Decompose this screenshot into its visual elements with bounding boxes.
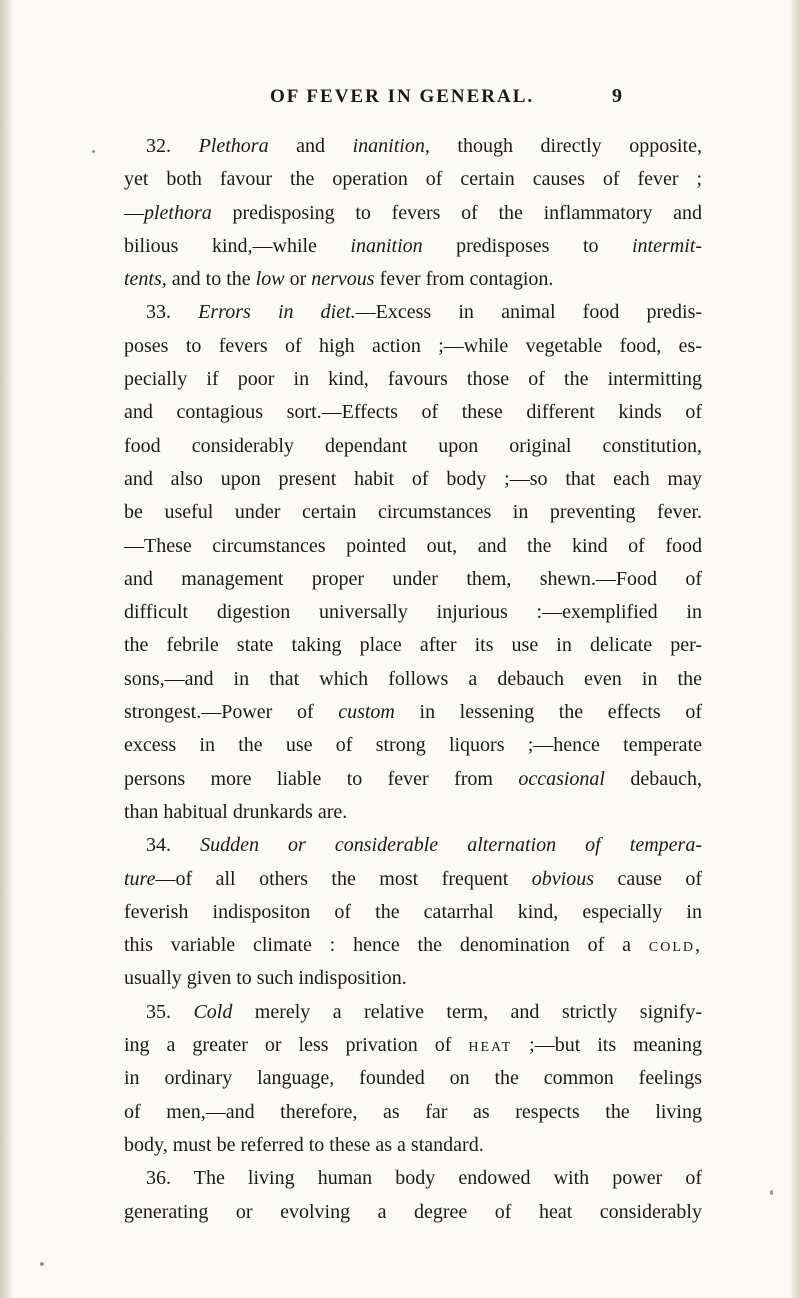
- text-run: sons,—and in that which follows a debauch even in the: [124, 667, 702, 690]
- italic-text: obvious: [531, 867, 594, 890]
- text-line: [124, 1096, 702, 1129]
- text-line: [124, 996, 702, 1029]
- text-run: pecially if poor in kind, favours those of the intermitting: [124, 368, 702, 391]
- text-line: [124, 530, 702, 563]
- italic-text: ture: [124, 867, 156, 890]
- text-line: [124, 1162, 702, 1195]
- text-line: [124, 463, 702, 496]
- text-run: of men,—and therefore, as far as respects the living: [124, 1100, 702, 1123]
- text-line: [124, 1196, 702, 1229]
- text-run: ;—but its meaning: [512, 1034, 702, 1057]
- text-run: and to the: [166, 268, 256, 291]
- small-caps-text: cold,: [648, 934, 702, 957]
- text-run: and: [268, 135, 353, 157]
- text-run: 32.: [146, 135, 199, 157]
- running-head: [0, 86, 800, 116]
- paper-speck: [40, 1262, 44, 1266]
- italic-text: inanition: [350, 234, 423, 257]
- text-line: [124, 663, 702, 696]
- text-run: difficult digestion universally injurious :—exemplified in: [124, 601, 702, 624]
- text-line: [124, 430, 702, 463]
- text-run: —Excess in animal food predis-: [355, 301, 703, 324]
- text-line: [124, 596, 702, 629]
- page-number: 9: [612, 85, 622, 107]
- text-run: generating or evolving a degree of heat considerably: [124, 1200, 702, 1223]
- text-line: [124, 929, 702, 962]
- text-run: usually given to such indisposition.: [124, 967, 407, 990]
- text-line: [124, 230, 702, 263]
- italic-text: Errors in diet.: [198, 301, 356, 324]
- text-run: food considerably dependant upon original constitution,: [124, 434, 702, 457]
- text-run: though directly opposite,: [429, 135, 702, 157]
- text-run: —: [124, 201, 144, 224]
- text-line: [124, 563, 702, 596]
- italic-text: plethora: [144, 201, 212, 224]
- text-run: predisposing to fevers of the inflammatory and: [211, 201, 702, 224]
- text-run: 33.: [146, 301, 199, 324]
- body-text: [124, 130, 702, 1229]
- text-run: or: [284, 268, 312, 291]
- text-run: bilious kind,—while: [124, 234, 351, 257]
- text-line: [124, 130, 702, 163]
- text-run: ing a greater or less privation of: [124, 1034, 469, 1057]
- text-line: [124, 696, 702, 729]
- text-run: merely a relative term, and strictly signify-: [232, 1000, 703, 1023]
- text-line: [124, 163, 702, 196]
- text-line: [124, 496, 702, 529]
- text-run: persons more liable to fever from: [124, 767, 519, 790]
- text-line: [124, 796, 702, 829]
- text-run: —These circumstances pointed out, and the kind of food: [124, 534, 702, 557]
- text-line: [124, 729, 702, 762]
- text-run: 36. The living human body endowed with power of: [146, 1167, 702, 1190]
- text-line: [124, 296, 702, 329]
- italic-text: Plethora: [198, 135, 269, 157]
- paper-speck: [92, 150, 95, 153]
- text-run: body, must be referred to these as a standard.: [124, 1133, 484, 1156]
- text-run: —of all others the most frequent: [155, 867, 532, 890]
- italic-text: Cold: [193, 1000, 233, 1023]
- italic-text: low: [255, 268, 285, 291]
- italic-text: tents,: [124, 268, 167, 291]
- text-run: and also upon present habit of body ;—so that each may: [124, 467, 702, 490]
- text-line: [124, 763, 702, 796]
- text-run: fever from contagion.: [374, 268, 554, 291]
- text-run: be useful under certain circumstances in preventing fever.: [124, 501, 702, 524]
- text-run: excess in the use of strong liquors ;—hence temperate: [124, 734, 702, 757]
- text-line: [124, 863, 702, 896]
- text-run: and management proper under them, shewn.—Food of: [124, 567, 702, 590]
- text-run: and contagious sort.—Effects of these different kinds of: [124, 401, 702, 424]
- text-line: [124, 1062, 702, 1095]
- text-run: than habitual drunkards are.: [124, 800, 348, 823]
- text-run: this variable climate : hence the denomination of a: [124, 934, 649, 957]
- running-head-title: OF FEVER IN GENERAL.: [270, 86, 535, 107]
- text-line: [124, 363, 702, 396]
- text-run: debauch,: [604, 767, 702, 790]
- text-run: predisposes to: [422, 234, 632, 257]
- paper-speck: [770, 1190, 773, 1195]
- text-line: [124, 896, 702, 929]
- text-run: feverish indispositon of the catarrhal kind, especially in: [124, 900, 702, 923]
- text-run: poses to fevers of high action ;—while vegetable food, es-: [124, 334, 702, 357]
- text-run: 35.: [146, 1000, 194, 1023]
- text-line: [124, 330, 702, 363]
- text-line: [124, 1129, 702, 1162]
- text-line: [124, 197, 702, 230]
- italic-text: inanition,: [352, 135, 430, 157]
- italic-text: occasional: [518, 767, 605, 790]
- text-line: [124, 829, 702, 862]
- italic-text: Sudden or considerable alternation of tempera-: [200, 834, 702, 857]
- text-line: [124, 1029, 702, 1062]
- italic-text: custom: [338, 701, 395, 724]
- italic-text: intermit-: [632, 234, 702, 257]
- text-run: yet both favour the operation of certain causes of fever ;: [124, 168, 702, 191]
- text-run: cause of: [593, 867, 702, 890]
- text-run: the febrile state taking place after its use in delicate per-: [124, 634, 702, 657]
- page-gutter-shadow: [0, 0, 14, 1298]
- text-run: 34.: [146, 834, 201, 857]
- text-run: strongest.—Power of: [124, 701, 339, 724]
- text-run: in lessening the effects of: [394, 701, 702, 724]
- small-caps-text: heat: [468, 1034, 513, 1057]
- text-line: [124, 629, 702, 662]
- text-run: in ordinary language, founded on the common feelings: [124, 1067, 702, 1090]
- page-edge-shadow: [788, 0, 800, 1298]
- text-line: [124, 396, 702, 429]
- text-line: [124, 263, 702, 296]
- italic-text: nervous: [311, 268, 375, 291]
- text-line: [124, 962, 702, 995]
